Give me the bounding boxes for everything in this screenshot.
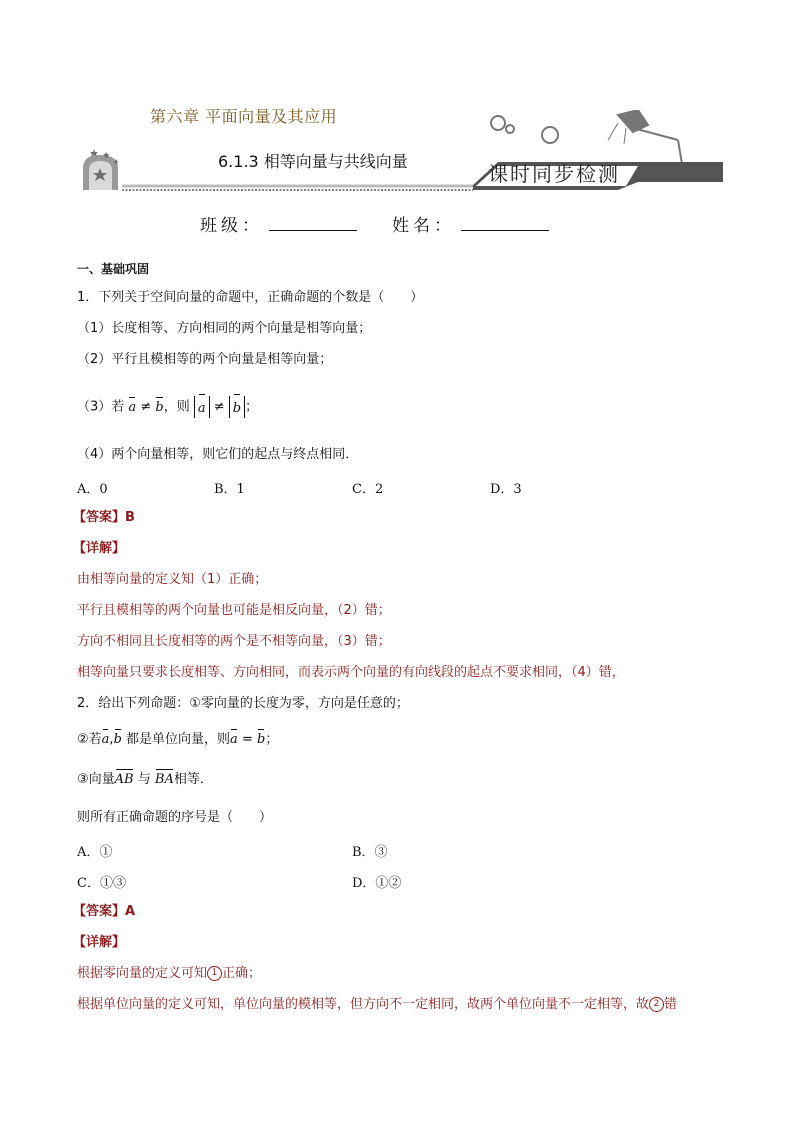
chapter-title: 第六章 平面向量及其应用 — [150, 107, 338, 126]
q2-answer: 【答案】A — [73, 904, 136, 919]
q2-detail-line-1: 根据零向量的定义可知 1 正确； — [77, 966, 262, 981]
q2-stem: 2．给出下列命题：①零向量的长度为零，方向是任意的； — [77, 696, 409, 711]
q1-statement-1: （1）长度相等、方向相同的两个向量是相等向量； — [77, 321, 372, 336]
vector-b: b — [155, 399, 164, 415]
q2-detail-label: 【详解】 — [73, 935, 126, 950]
name-field — [392, 211, 549, 236]
class-label: 班级： — [200, 216, 263, 236]
q1-option-a: A．0 — [77, 482, 108, 497]
q1-statement-2: （2）平行且模相等的两个向量是相等向量； — [77, 352, 333, 367]
q2-option-d: D．①② — [352, 876, 402, 891]
magnitude-a: a — [194, 396, 210, 418]
q2-statement-2: ②若a,b 都是单位向量，则a = b； — [77, 732, 279, 747]
q1-detail-line: 由相等向量的定义知（1）正确； — [77, 572, 268, 587]
q1-option-c: C．2 — [352, 482, 384, 497]
q2-option-a: A．① — [77, 845, 113, 860]
name-label: 姓名： — [392, 216, 455, 236]
vector-a: a — [128, 399, 137, 415]
class-blank — [269, 214, 357, 231]
q2-statement-3: ③向量AB 与 BA相等． — [77, 772, 213, 787]
q2-detail-line-2: 根据单位向量的定义可知，单位向量的模相等，但方向不一定相同，故两个单位向量不一定相等，故 2 错 — [77, 997, 678, 1012]
q1-detail-line: 方向不相同且长度相等的两个是不相等向量，（3）错； — [77, 634, 391, 649]
q1-statement-4: （4）两个向量相等，则它们的起点与终点相同． — [77, 447, 359, 462]
vector-ba: BA — [154, 772, 174, 787]
q2-option-b: B．③ — [352, 845, 388, 860]
class-field — [200, 211, 357, 236]
name-blank — [461, 214, 549, 231]
q2-ask: 则所有正确命题的序号是（ ） — [77, 810, 273, 825]
q1-option-b: B．1 — [214, 482, 245, 497]
circled-number: 1 — [207, 966, 222, 981]
vector-ab: AB — [114, 772, 134, 787]
q1-stem: 1．下列关于空间向量的命题中，正确命题的个数是（ ） — [77, 290, 424, 305]
q1-detail-label: 【详解】 — [73, 541, 126, 556]
q2-option-c: C．①③ — [77, 876, 126, 891]
q1-detail-line: 相等向量只要求长度相等、方向相同，而表示两个向量的有向线段的起点不要求相同，（4）错， — [77, 665, 625, 680]
q1-option-d: D．3 — [490, 482, 522, 497]
q1-detail-line: 平行且模相等的两个向量也可能是相反向量，（2）错； — [77, 603, 391, 618]
magnitude-b: b — [229, 396, 245, 418]
section-title: 6.1.3 相等向量与共线向量 — [218, 152, 408, 171]
q1-answer: 【答案】B — [73, 510, 135, 525]
star-badge-icon — [83, 149, 119, 190]
circled-number: 2 — [649, 997, 664, 1012]
q1-statement-3: （3）若 a ≠ b，则 a ≠ b ； — [77, 396, 258, 418]
banner-title: 课时同步检测 — [488, 162, 620, 186]
part-heading: 一、基础巩固 — [77, 262, 150, 276]
